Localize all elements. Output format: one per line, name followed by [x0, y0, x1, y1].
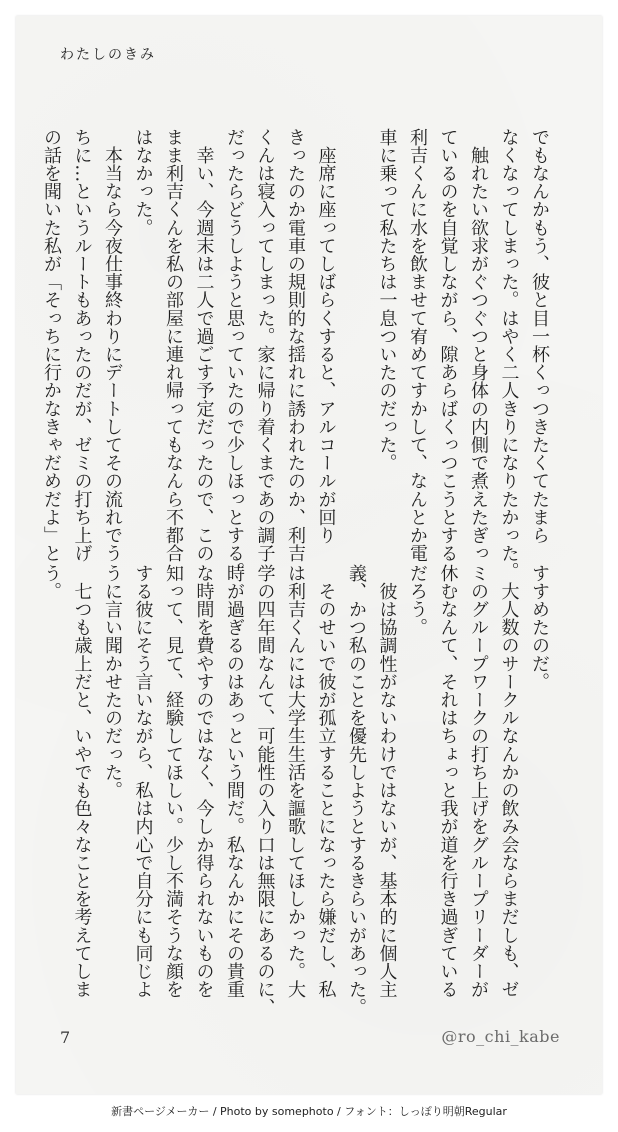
- text-line: は利吉くんには大学生生活を謳歌してほしかった。大: [285, 564, 306, 999]
- page-paper: [16, 16, 602, 1094]
- text-line: 座席に座ってしばらくすると、アルコールが回り: [315, 128, 337, 545]
- text-line: な時間を費やすのではなく、今しか得られないものを: [193, 564, 215, 999]
- text-line: だったらどうしようと思っていたので少しほっとする。: [224, 128, 245, 581]
- text-line: 幸い、今週末は二人で過ごす予定だったので、この: [193, 128, 215, 563]
- text-column-bottom: [16, 564, 602, 1017]
- text-line: 学の四年間なんて、可能性の入り口は無限にあるのに、: [254, 564, 276, 1017]
- text-line: くんは寝入ってしまった。家に帰り着くまであの調子: [254, 128, 276, 563]
- text-line: すすめたのだ。: [529, 564, 550, 691]
- text-line: 時が過ぎるのはあっという間だ。私なんかにその貴重: [224, 564, 245, 999]
- column-margin-right: [554, 128, 602, 578]
- text-line: ミのグループワークの打ち上げをグループリーダーが: [468, 564, 489, 999]
- column-margin-right: [554, 564, 602, 1014]
- text-line: する彼にそう言いながら、私は内心で自分にも同じよ: [132, 564, 154, 999]
- text-line: の話を聞いた私が「そっちに行かなきゃだめだよ」と: [41, 128, 62, 563]
- text-line: ちに…というルートもあったのだが、ゼミの打ち上げ: [71, 128, 93, 563]
- text-column-top: [16, 128, 602, 581]
- text-line: 七つも歳上だと、いやでも色々なことを考えてしま: [71, 564, 93, 999]
- page-number: 7: [60, 1028, 71, 1047]
- text-line: 大人数のサークルなんかの飲み会ならまだしも、ゼ: [498, 564, 520, 999]
- text-line: 触れたい欲求がぐつぐつと身体の内側で煮えたぎっ: [468, 128, 489, 563]
- text-line: う。: [41, 564, 62, 601]
- text-line: 義、かつ私のことを優先しようとするきらいがあった。: [346, 564, 367, 1017]
- text-line: まま利吉くんを私の部屋に連れ帰ってもなんら不都合: [163, 128, 184, 563]
- text-line: ているのを自覚しながら、隙あらばくっつこうとする: [437, 128, 459, 563]
- text-line: そのせいで彼が孤立することになったら嫌だし、私: [315, 564, 337, 999]
- text-line: きったのか電車の規則的な揺れに誘われたのか、利吉: [285, 128, 306, 563]
- blank-line: [341, 128, 372, 578]
- text-line: なくなってしまった。はやく二人きりになりたかった。: [498, 128, 520, 581]
- text-line: 利吉くんに水を飲ませて宥めてすかして、なんとか電: [407, 128, 428, 563]
- text-line: 知って、見て、経験してほしい。少し不満そうな顔を: [163, 564, 184, 999]
- author-handle: @ro_chi_kabe: [441, 1027, 560, 1046]
- text-line: 車に乗って私たちは一息ついたのだった。: [376, 128, 398, 472]
- text-line: でもなんかもう、彼と目一杯くっつきたくてたまら: [529, 128, 550, 545]
- page-header-title: わたしのきみ: [60, 47, 156, 63]
- text-line: だろう。: [407, 564, 428, 637]
- text-line: 彼は協調性がないわけではないが、基本的に個人主: [376, 564, 398, 999]
- text-line: はなかった。: [132, 128, 154, 237]
- text-line: 休むなんて、それはちょっと我が道を行き過ぎている: [437, 564, 459, 999]
- text-line: 本当なら今夜仕事終わりにデートしてその流れでう: [102, 128, 123, 563]
- text-line: うに言い聞かせたのだった。: [102, 564, 123, 800]
- footer-credit: 新書ページメーカー / Photo by somephoto / フォント：しっぽり明朝Regular: [111, 1105, 507, 1118]
